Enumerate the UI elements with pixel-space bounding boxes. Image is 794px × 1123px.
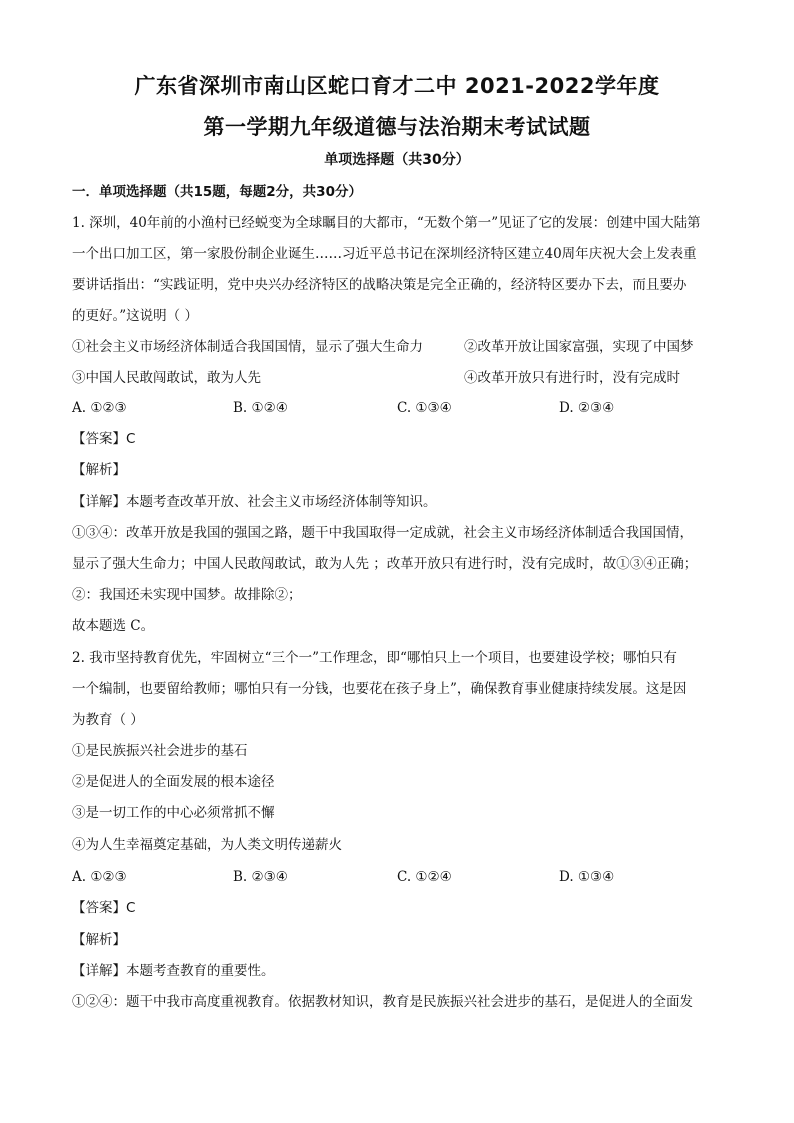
q2-detail-line: 【详解】本题考查教育的重要性。: [72, 963, 275, 979]
q1-option-c: C. ①③④: [397, 400, 452, 416]
exam-title-line1: 广东省深圳市南山区蛇口育才二中 2021-2022学年度: [134, 74, 660, 98]
q1-option-a: A. ①②③: [72, 400, 127, 416]
q1-detail-line: 【详解】本题考查改革开放、社会主义市场经济体制等知识。: [72, 494, 437, 510]
q1-detail-line: 显示了强大生命力；中国人民敢闯敢试，敢为人先 ；改革开放只有进行时，没有完成时，故①③④正确；: [72, 556, 698, 572]
q2-option-c: C. ①②④: [397, 869, 452, 885]
q1-statement: ④改革开放只有进行时，没有完成时: [464, 370, 680, 386]
q1-stem-line: 1. 深圳，40年前的小渔村已经蜕变为全球瞩目的大都市，“无数个第一”见证了它的发展：创建中国大陆第: [72, 215, 701, 231]
q1-answer: 【答案】C: [72, 431, 136, 447]
exam-title-line2: 第一学期九年级道德与法治期末考试试题: [203, 115, 591, 139]
q2-stem-line: 2. 我市坚持教育优先，牢固树立“三个一”工作理念，即“哪怕只上一个项目，也要建设学校；哪怕只有: [72, 650, 677, 666]
q2-option-b: B. ②③④: [233, 869, 288, 885]
q1-detail-line: 故本题选 C。: [72, 618, 155, 634]
q2-option-a: A. ①②③: [72, 869, 127, 885]
section-heading: 一．单项选择题（共15题，每题2分，共30分）: [72, 184, 362, 200]
q1-detail-line: ①③④：改革开放是我国的强国之路，题干中我国取得一定成就，社会主义市场经济体制适合我国国情，: [72, 525, 693, 541]
q2-statement: ③是一切工作的中心必须常抓不懈: [72, 805, 275, 821]
q2-detail-line: ①②④：题干中我市高度重视教育。依据教材知识，教育是民族振兴社会进步的基石，是促进人的全面发: [72, 994, 693, 1010]
q2-statement: ①是民族振兴社会进步的基石: [72, 743, 248, 759]
q1-stem-line: 的更好。”这说明（ ）: [72, 308, 198, 324]
q2-option-d: D. ①③④: [559, 869, 615, 885]
q2-analysis-label: 【解析】: [72, 932, 126, 948]
q2-stem-line: 为教育（ ）: [72, 712, 144, 728]
q2-statement: ②是促进人的全面发展的根本途径: [72, 774, 275, 790]
q1-analysis-label: 【解析】: [72, 462, 126, 478]
q1-stem-line: 要讲话指出：“实践证明，党中央兴办经济特区的战略决策是完全正确的，经济特区要办下去，而且要办: [72, 277, 687, 293]
q1-statement: ①社会主义市场经济体制适合我国国情，显示了强大生命力: [72, 339, 423, 355]
q2-answer: 【答案】C: [72, 900, 136, 916]
q2-stem-line: 一个编制，也要留给教师；哪怕只有一分钱，也要花在孩子身上”，确保教育事业健康持续发展。这是因: [72, 681, 687, 697]
exam-subtitle: 单项选择题（共30分）: [324, 152, 470, 168]
q1-detail-line: ②：我国还未实现中国梦。故排除②；: [72, 587, 302, 603]
q1-option-d: D. ②③④: [559, 400, 615, 416]
q2-statement: ④为人生幸福奠定基础，为人类文明传递薪火: [72, 837, 342, 853]
q1-option-b: B. ①②④: [233, 400, 288, 416]
q1-statement: ③中国人民敢闯敢试，敢为人先: [72, 370, 261, 386]
q1-stem-line: 一个出口加工区，第一家股份制企业诞生……习近平总书记在深圳经济特区建立40周年庆祝大会上发表重: [72, 246, 697, 262]
q1-statement: ②改革开放让国家富强，实现了中国梦: [464, 339, 694, 355]
